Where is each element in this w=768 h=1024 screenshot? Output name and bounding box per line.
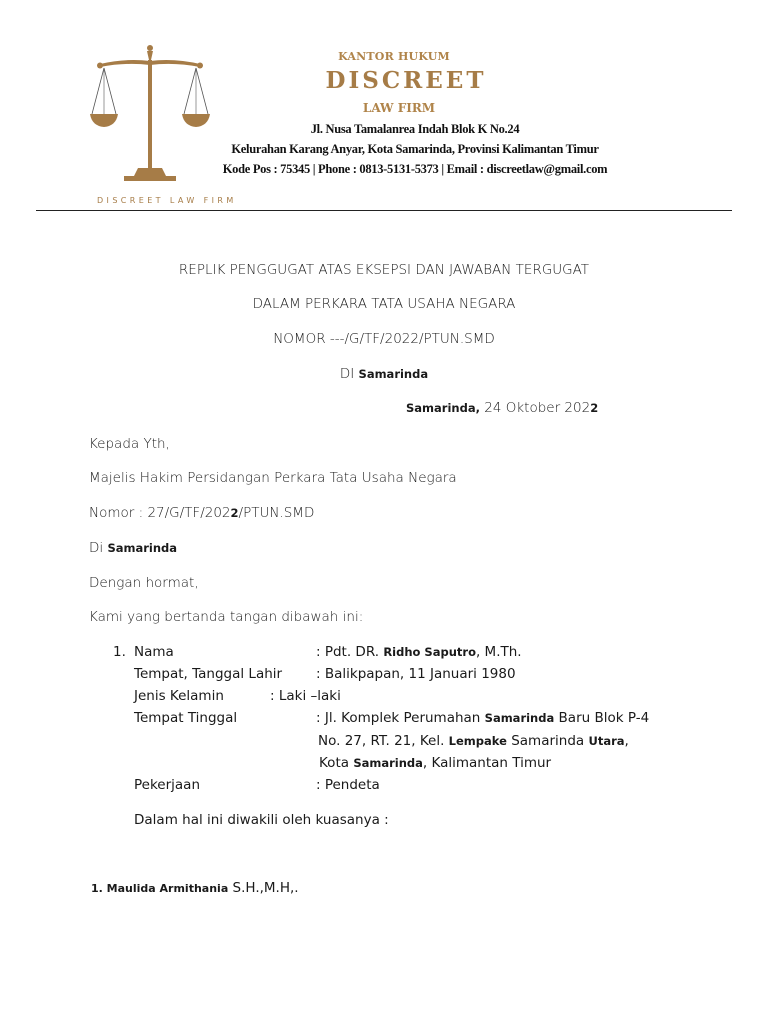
nomor-line [89,505,314,521]
tinggal2-c: Samarinda [506,733,589,749]
nama-value [316,644,522,660]
tinggal1-a: : Jl. Komplek Perumahan [316,710,485,726]
di-line [89,540,177,556]
nama-a: : Pdt. DR. [316,644,384,660]
di-prefix: Di [89,540,108,556]
tagline: DISCREET LAW FIRM [97,196,237,205]
kantor-hukum-label: KANTOR HUKUM [338,50,450,63]
tinggal-line-2 [318,733,629,749]
ttl-value: : Balikpapan, 11 Januari 1980 [316,666,516,682]
title-line-2: DALAM PERKARA TATA USAHA NEGARA [252,296,516,312]
kuasa-name: 1. Maulida Armithania [91,882,229,895]
nomor-a: Nomor : 27/G/TF/202 [89,505,231,521]
di-city: Samarinda [107,541,178,555]
tinggal2-b: Lempake [448,734,507,748]
kepada-line: Kepada Yth, [89,436,170,452]
tinggal3-b: Samarinda [353,756,423,770]
tinggal3-a: Kota [319,755,354,771]
firm-name: DISCREET [325,67,487,94]
diwakili-line: Dalam hal ini diwakili oleh kuasanya : [134,812,389,828]
tinggal2-d: Utara [588,734,625,748]
header-divider [36,210,732,211]
pekerjaan-value: : Pendeta [316,777,380,793]
contact-line: Kode Pos : 75345 | Phone : 0813-5131-5373 | Email : discreetlaw@gmail.com [222,162,608,176]
title-line-1: REPLIK PENGGUGAT ATAS EKSEPSI DAN JAWABAN TERGUGAT [178,262,590,278]
address-line-1: Jl. Nusa Tamalanrea Indah Blok K No.24 [310,122,520,136]
law-firm-label: LAW FIRM [362,101,436,115]
tinggal2-e: , [624,733,629,749]
jk-value: : Laki –laki [270,688,341,704]
date-city: Samarinda, [406,401,480,415]
tinggal1-b: Samarinda [484,711,555,725]
jk-label: Jenis Kelamin [134,688,224,704]
hormat-line: Dengan hormat, [89,575,199,591]
address-line-2: Kelurahan Karang Anyar, Kota Samarinda, Provinsi Kalimantan Timur [231,142,599,156]
pekerjaan-label: Pekerjaan [134,777,201,793]
party-number: 1. [113,644,126,660]
nama-b: Ridho Saputro [383,645,476,659]
majelis-line: Majelis Hakim Persidangan Perkara Tata Usaha Negara [89,470,457,486]
tinggal-line-1 [316,710,649,726]
nomor-b: 2 [230,506,239,520]
tinggal-line-3 [319,755,551,771]
tinggal3-c: , Kalimantan Timur [422,755,552,771]
kuasa-line [91,880,299,896]
nama-label: Nama [134,644,174,660]
title-place-prefix: DI [339,366,359,382]
title-line-3: NOMOR ---/G/TF/2022/PTUN.SMD [273,331,495,347]
title-place [0,366,768,382]
date-last: 2 [590,401,599,415]
tinggal2-a: No. 27, RT. 21, Kel. [318,733,449,749]
title-place-city: Samarinda [358,367,429,381]
date-rest: 24 Oktober 202 [479,400,591,416]
kuasa-title: S.H.,M.H,. [228,880,299,896]
intro-line: Kami yang bertanda tangan dibawah ini: [89,609,364,625]
nomor-c: /PTUN.SMD [238,505,315,521]
ttl-label: Tempat, Tanggal Lahir [134,666,283,682]
tinggal1-c: Baru Blok P-4 [554,710,650,726]
letter-date [406,400,598,416]
nama-c: , M.Th. [475,644,522,660]
tinggal-label: Tempat Tinggal [134,710,238,726]
